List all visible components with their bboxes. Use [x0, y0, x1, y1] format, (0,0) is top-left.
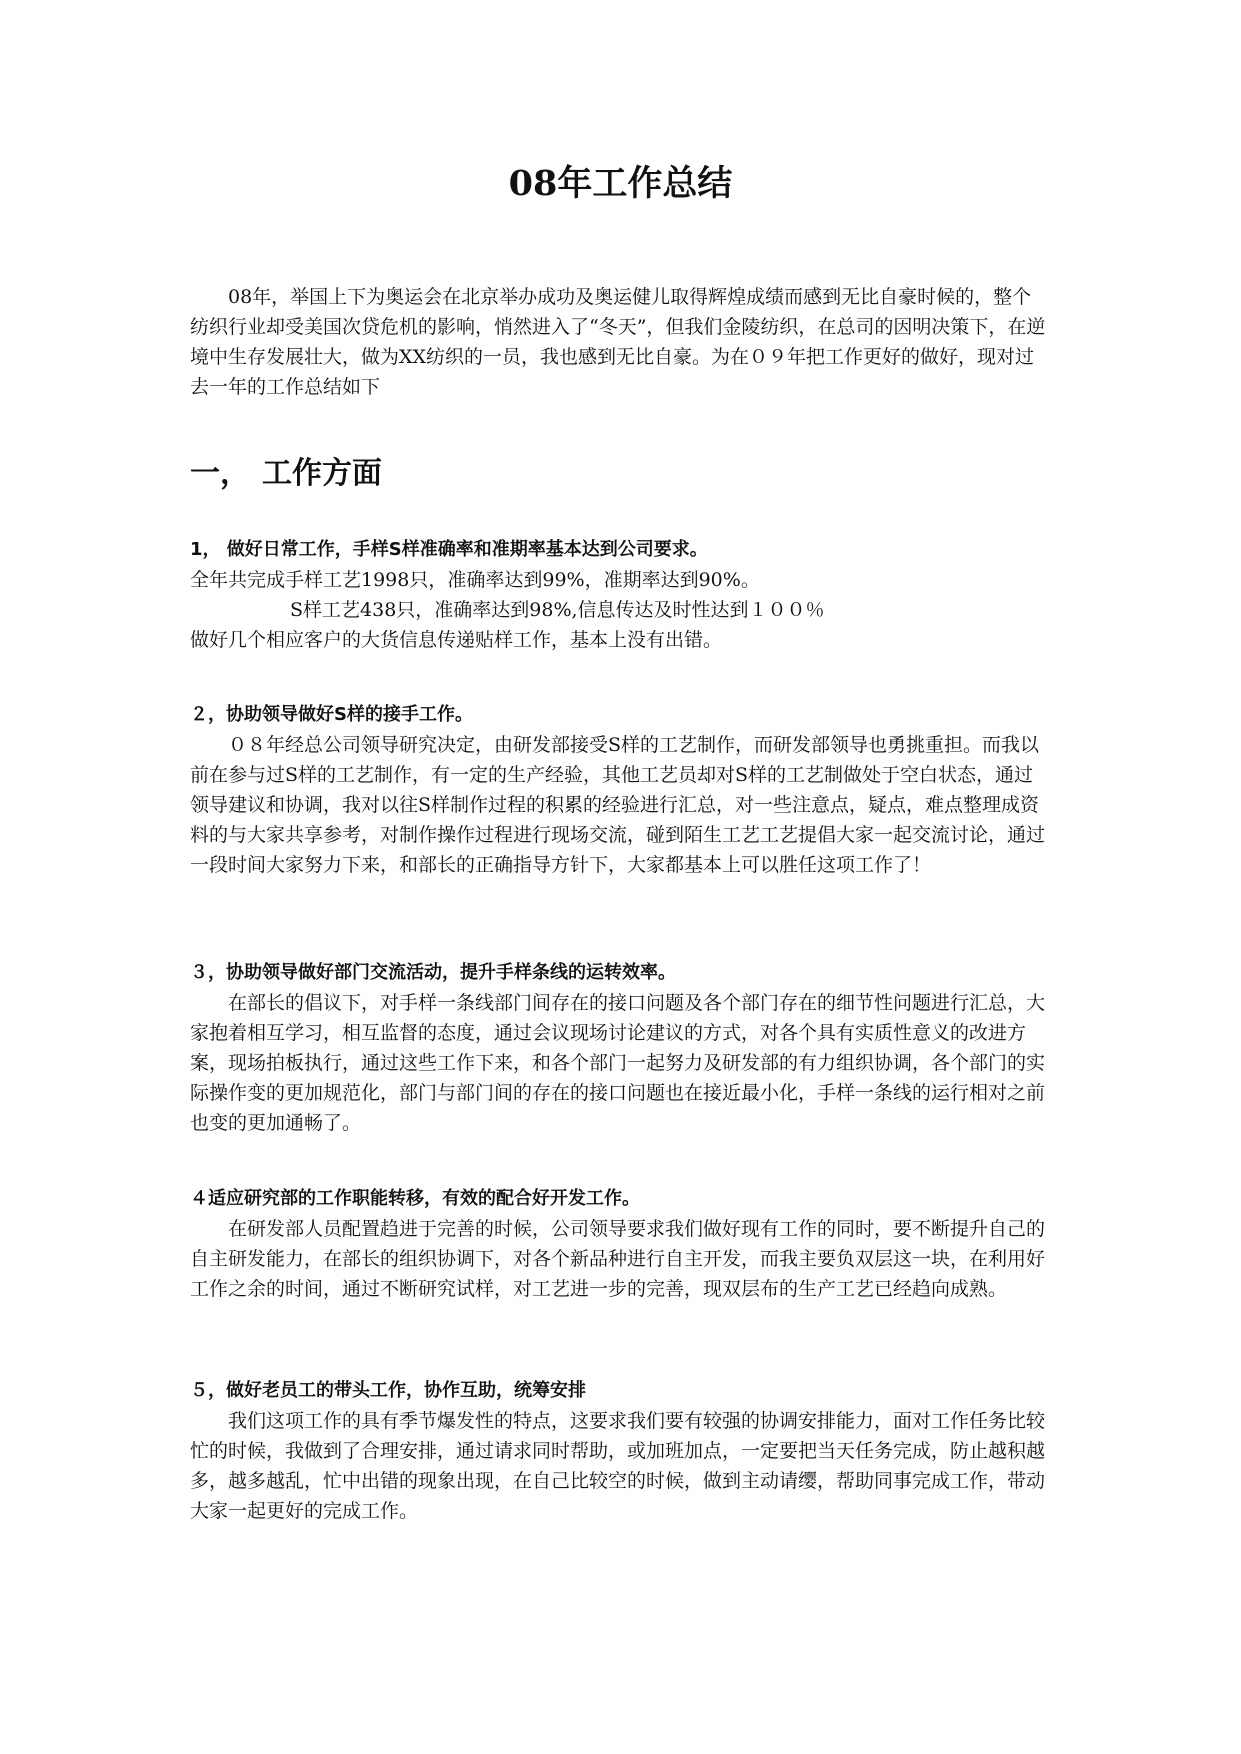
item-body: 我们这项工作的具有季节爆发性的特点，这要求我们要有较强的协调安排能力，面对工作任务比较忙的时候，我做到了合理安排，通过请求同时帮助，或加班加点，一定要把当天任务完成，防止越积越多，越多越乱，忙中出错的现象出现，在自己比较空的时候，做到主动请缨，帮助同事完成工作，带动大家一起更好的完成工作。	[190, 1410, 1046, 1522]
item-line: 全年共完成手样工艺1998只，准确率达到99%，准期率达到90%。	[190, 569, 760, 591]
intro-section	[190, 282, 1050, 402]
item-4	[190, 1184, 1050, 1304]
item-heading: ５，做好老员工的带头工作，协作互助，统筹安排	[190, 1380, 586, 1401]
item-heading: ３，协助领导做好部门交流活动，提升手样条线的运转效率。	[190, 962, 676, 983]
item-line: 做好几个相应客户的大货信息传递贴样工作，基本上没有出错。	[190, 629, 723, 651]
section-number: 一，	[190, 456, 250, 491]
document-title: 08年工作总结	[508, 163, 733, 204]
item-heading: ４适应研究部的工作职能转移，有效的配合好开发工作。	[190, 1188, 640, 1209]
item-3	[190, 958, 1050, 1138]
item-body: 在研发部人员配置趋进于完善的时候，公司领导要求我们做好现有工作的同时，要不断提升自己的自主研发能力，在部长的组织协调下，对各个新品种进行自主开发，而我主要负双层这一块，在利用好工作之余的时间，通过不断研究试样，对工艺进一步的完善，现双层布的生产工艺已经趋向成熟。	[190, 1218, 1046, 1300]
item-5	[190, 1376, 1050, 1526]
section-title: 工作方面	[262, 456, 382, 491]
item-heading: 1， 做好日常工作，手样S样准确率和准期率基本达到公司要求。	[190, 539, 708, 560]
item-body: 在部长的倡议下，对手样一条线部门间存在的接口问题及各个部门存在的细节性问题进行汇总，大家抱着相互学习，相互监督的态度，通过会议现场讨论建议的方式，对各个具有实质性意义的改进方案，现场拍板执行，通过这些工作下来，和各个部门一起努力及研发部的有力组织协调，各个部门的实际操作变的更加规范化，部门与部门间的存在的接口问题也在接近最小化，手样一条线的运行相对之前也变的更加通畅了。	[190, 992, 1046, 1134]
item-2	[190, 700, 1050, 880]
item-heading: ２，协助领导做好S样的接手工作。	[190, 704, 473, 725]
item-line: S样工艺438只，准确率达到98%,信息传达及时性达到１００％	[290, 599, 825, 621]
section-heading	[190, 454, 382, 494]
intro-paragraph: 08年，举国上下为奥运会在北京举办成功及奥运健儿取得辉煌成绩而感到无比自豪时候的，整个纺织行业却受美国次贷危机的影响，悄然进入了“冬天”，但我们金陵纺织，在总司的因明决策下，在逆境中生存发展壮大，做为XX纺织的一员，我也感到无比自豪。为在０９年把工作更好的做好，现对过去一年的工作总结如下	[190, 286, 1046, 398]
item-1	[190, 535, 1050, 655]
item-body: ０８年经总公司领导研究决定，由研发部接受S样的工艺制作，而研发部领导也勇挑重担。而我以前在参与过S样的工艺制作，有一定的生产经验，其他工艺员却对S样的工艺制做处于空白状态，通过领导建议和协调，我对以往S样制作过程的积累的经验进行汇总，对一些注意点，疑点，难点整理成资料的与大家共享参考，对制作操作过程进行现场交流，碰到陌生工艺工艺提倡大家一起交流讨论，通过一段时间大家努力下来，和部长的正确指导方针下，大家都基本上可以胜任这项工作了！	[190, 734, 1046, 876]
